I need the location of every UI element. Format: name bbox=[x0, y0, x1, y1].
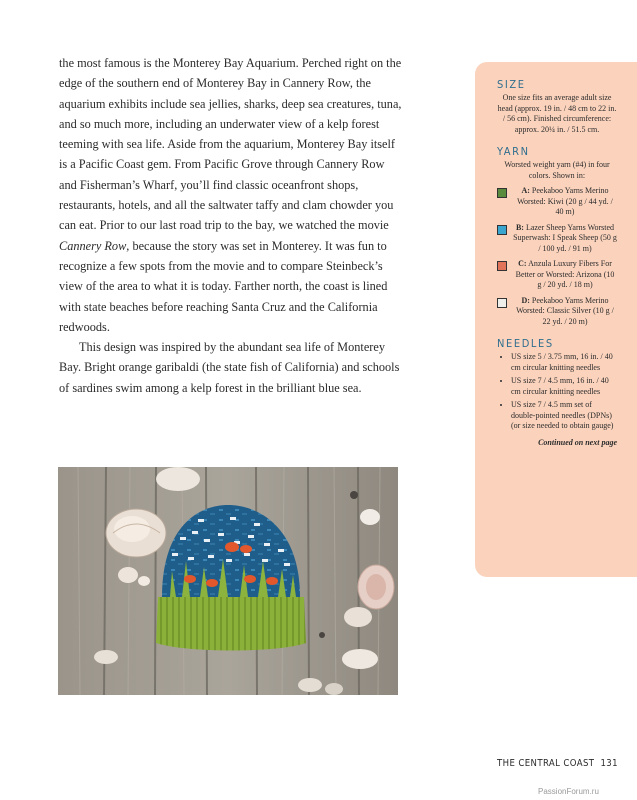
needles-list bbox=[497, 352, 617, 432]
hat-photo bbox=[58, 467, 398, 695]
section-title: THE CENTRAL COAST bbox=[497, 758, 595, 769]
size-heading: SIZE bbox=[497, 78, 526, 91]
color-item-a bbox=[497, 186, 617, 218]
needle-item: • US size 7 / 4.5 mm, 16 in. / 40 cm circular knitting needles bbox=[511, 376, 617, 397]
color-item-d bbox=[497, 296, 617, 328]
page-footer bbox=[497, 758, 618, 769]
color-letter: D: bbox=[521, 295, 530, 305]
color-swatch-d bbox=[497, 298, 507, 308]
color-swatch-a bbox=[497, 188, 507, 198]
movie-title: Cannery Row bbox=[59, 238, 127, 253]
color-description: Peekaboo Yarns Merino Worsted: Classic Silver (10 g / 22 yd. / 20 m) bbox=[516, 295, 614, 326]
color-letter: B: bbox=[515, 222, 524, 232]
color-letter: A: bbox=[521, 186, 530, 195]
paragraph-1-part-b: , because the story was set in Monterey. It was fun to recognize a few spots from the movie and to compare Steinbeck’s view of the area to what it is today. Farther north, the coast is lined with state beaches before reaching Santa Cruz and the California redwoods. bbox=[59, 238, 388, 334]
color-item-c bbox=[497, 259, 617, 291]
watermark: PassionForum.ru bbox=[538, 787, 599, 796]
needle-item: • US size 7 / 4.5 mm set of double-pointed needles (DPNs) (or size needed to obtain gauge) bbox=[511, 400, 617, 432]
body-text bbox=[59, 53, 404, 398]
color-letter: C: bbox=[518, 259, 527, 268]
color-description: Peekaboo Yarns Merino Worsted: Kiwi (20 g / 44 yd. / 40 m) bbox=[517, 186, 613, 216]
color-description: Lazer Sheep Yarns Worsted Superwash: I Speak Sheep (50 g / 100 yd. / 91 m) bbox=[513, 222, 617, 253]
needles-heading: NEEDLES bbox=[497, 337, 554, 350]
color-swatch-c bbox=[497, 261, 507, 271]
color-description: Anzula Luxury Fibers For Better or Worsted: Arizona (10 g / 20 yd. / 18 m) bbox=[515, 259, 615, 289]
size-text: One size fits an average adult size head (approx. 19 in. / 48 cm to 22 in. / 56 cm). Finished circumference: approx. 20¼ in. / 51.5 cm. bbox=[497, 93, 617, 134]
yarn-heading: YARN bbox=[497, 145, 530, 158]
pattern-info-sidebar bbox=[475, 62, 637, 577]
continued-note: Continued on next page bbox=[538, 437, 617, 447]
page-number: 131 bbox=[600, 758, 618, 769]
paragraph-2: This design was inspired by the abundant sea life of Monterey Bay. Bright orange garibaldi (the state fish of California) and schools of sardines swim among a kelp forest in the brilliant blue sea. bbox=[59, 340, 400, 395]
needle-item: • US size 5 / 3.75 mm, 16 in. / 40 cm circular knitting needles bbox=[511, 352, 617, 373]
color-swatch-b bbox=[497, 225, 507, 235]
paragraph-1 bbox=[59, 53, 404, 337]
yarn-intro: Worsted weight yarn (#4) in four colors. Shown in: bbox=[504, 160, 610, 180]
paragraph-1-part-a: the most famous is the Monterey Bay Aquarium. Perched right on the edge of the southern end of Monterey Bay in Cannery Row, the aquarium exhibits include sea jellies, sharks, deep sea creatures, tuna, and so much more, including an underwater view of a kelp forest teeming with sea life. Aside from the aquarium, Monterey Bay itself is a Pacific Coast gem. From Pacific Grove through Cannery Row and Fisherman’s Wharf, you’ll find classic oceanfront shops, restaurants, hotels, and all the saltwater taffy and clam chowder you can eat. Prior to our last road trip to the bay, we watched the movie bbox=[59, 56, 402, 233]
color-item-b bbox=[497, 223, 617, 255]
